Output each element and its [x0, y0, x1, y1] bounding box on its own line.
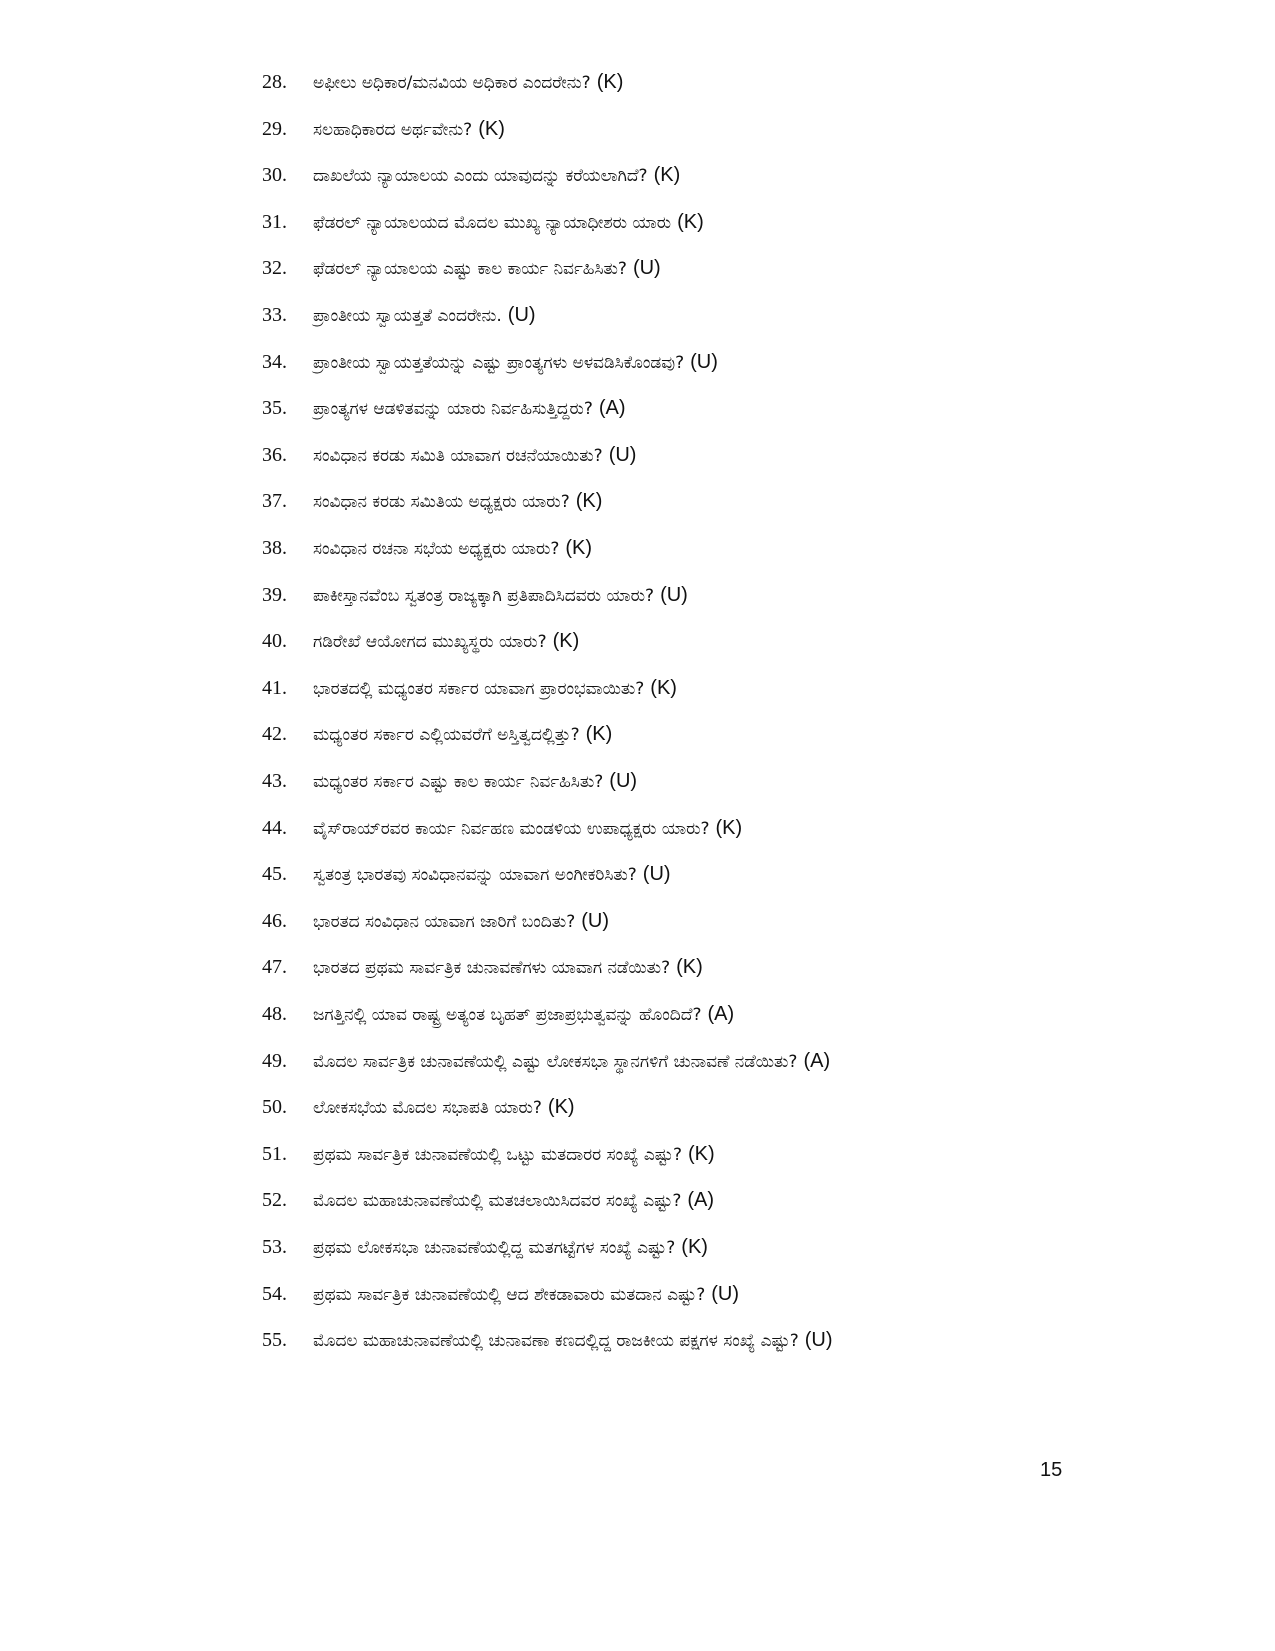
question-number: 51. — [262, 1142, 287, 1165]
question-item — [0, 435, 1275, 475]
question-level-tag: (A) — [598, 397, 626, 420]
question-text-line — [313, 295, 536, 336]
question-item — [0, 854, 1275, 894]
question-number: 45. — [262, 863, 287, 886]
question-item — [0, 947, 1275, 987]
question-text-line — [313, 528, 592, 569]
question-number: 48. — [262, 1003, 287, 1025]
question-level-tag: (U) — [581, 909, 609, 932]
question-level-tag: (U) — [804, 1329, 833, 1352]
question-text: ಸ್ವತಂತ್ರ ಭಾರತವು ಸಂವಿಧಾನವನ್ನು ಯಾವಾಗ ಅಂಗೀಕರಿಸಿತು? — [313, 865, 637, 886]
question-item — [0, 1041, 1275, 1081]
question-number: 28. — [262, 71, 287, 93]
question-text-line — [313, 1274, 739, 1315]
question-number: 49. — [262, 1049, 287, 1072]
question-text-line — [313, 621, 579, 662]
question-text-line — [313, 808, 742, 849]
question-text: ಸಂವಿಧಾನ ರಚನಾ ಸಭೆಯ ಅಧ್ಯಕ್ಷರು ಯಾರು? — [313, 539, 560, 559]
question-level-tag: (K) — [596, 71, 624, 93]
question-number: 32. — [262, 257, 287, 280]
question-text: ಮಧ್ಯಂತರ ಸರ್ಕಾರ ಎಷ್ಟು ಕಾಲ ಕಾರ್ಯ ನಿರ್ವಹಿಸಿತು? — [313, 772, 604, 792]
question-number: 43. — [262, 770, 287, 792]
question-number: 53. — [262, 1236, 287, 1258]
question-text-line — [313, 1320, 833, 1361]
question-level-tag: (A) — [687, 1189, 715, 1212]
question-level-tag: (U) — [660, 583, 688, 606]
question-text-line — [313, 1087, 575, 1128]
question-item — [0, 761, 1275, 801]
question-level-tag: (K) — [676, 956, 703, 979]
question-number: 34. — [262, 350, 287, 373]
question-text: ಅಫೀಲು ಅಧಿಕಾರ/ಮನವಿಯ ಅಧಿಕಾರ ಎಂದರೇನು? — [313, 73, 591, 93]
question-level-tag: (A) — [707, 1003, 735, 1025]
question-text: ಮಧ್ಯಂತರ ಸರ್ಕಾರ ಎಲ್ಲಿಯವರೆಗೆ ಅಸ್ತಿತ್ವದಲ್ಲಿತ್ತು? — [313, 725, 580, 746]
question-item — [0, 528, 1275, 568]
question-text-line — [313, 668, 677, 709]
question-number: 36. — [262, 443, 287, 466]
question-level-tag: (U) — [608, 443, 637, 466]
question-text: ಭಾರತದ ಸಂವಿಧಾನ ಯಾವಾಗ ಜಾರಿಗೆ ಬಂದಿತು? — [313, 911, 576, 932]
question-text-line — [313, 1227, 708, 1268]
question-item — [0, 202, 1275, 242]
question-item — [0, 1274, 1275, 1314]
question-item — [0, 668, 1275, 708]
question-number: 37. — [262, 490, 287, 513]
question-level-tag: (K) — [681, 1236, 708, 1258]
question-text-line — [313, 1180, 714, 1221]
question-text: ವೈಸ್‌ರಾಯ್‌ರವರ ಕಾರ್ಯ ನಿರ್ವಹಣ ಮಂಡಳಿಯ ಉಪಾಧ್ಯಕ್ಷರು ಯಾರು? — [313, 818, 710, 839]
question-item — [0, 342, 1275, 382]
question-number: 54. — [262, 1282, 287, 1305]
question-text: ಜಗತ್ತಿನಲ್ಲಿ ಯಾವ ರಾಷ್ಟ್ರ ಅತ್ಯಂತ ಬೃಹತ್ ಪ್ರಜಾಪ್ರಭುತ್ವವನ್ನು ಹೊಂದಿದೆ? — [313, 1005, 702, 1025]
question-text: ಪ್ರಾಂತೀಯ ಸ್ವಾಯತ್ತತೆ ಎಂದರೇನು. — [313, 306, 502, 326]
question-number: 52. — [262, 1189, 287, 1212]
question-number: 44. — [262, 816, 287, 839]
question-level-tag: (K) — [715, 816, 743, 839]
question-number: 39. — [262, 583, 287, 606]
question-level-tag: (U) — [711, 1282, 740, 1305]
question-text: ಸಂವಿಧಾನ ಕರಡು ಸಮಿತಿ ಯಾವಾಗ ರಚನೆಯಾಯಿತು? — [313, 445, 603, 466]
question-level-tag: (U) — [632, 257, 661, 280]
question-item — [0, 1320, 1275, 1360]
question-number: 47. — [262, 956, 287, 979]
question-item — [0, 1134, 1275, 1174]
question-number: 31. — [262, 210, 287, 233]
question-text: ಮೊದಲ ಸಾರ್ವತ್ರಿಕ ಚುನಾವಣೆಯಲ್ಲಿ ಎಷ್ಟು ಲೋಕಸಭಾ ಸ್ಥಾನಗಳಿಗೆ ಚುನಾವಣೆ ನಡೆಯಿತು? — [313, 1051, 798, 1072]
question-text: ದಾಖಲೆಯ ನ್ಯಾಯಾಲಯ ಎಂದು ಯಾವುದನ್ನು ಕರೆಯಲಾಗಿದೆ? — [313, 166, 648, 187]
question-item — [0, 808, 1275, 848]
question-item — [0, 575, 1275, 615]
question-number: 46. — [262, 909, 287, 932]
question-text: ಪ್ರಥಮ ಸಾರ್ವತ್ರಿಕ ಚುನಾವಣೆಯಲ್ಲಿ ಒಟ್ಟು ಮತದಾರರ ಸಂಖ್ಯೆ ಎಷ್ಟು? — [313, 1144, 683, 1165]
question-text: ಮೊದಲ ಮಹಾಚುನಾವಣೆಯಲ್ಲಿ ಮತಚಲಾಯಿಸಿದವರ ಸಂಖ್ಯೆ ಎಷ್ಟು? — [313, 1191, 682, 1212]
question-text-line — [313, 901, 609, 942]
question-item — [0, 481, 1275, 521]
question-item — [0, 248, 1275, 288]
question-item — [0, 621, 1275, 661]
question-item — [0, 109, 1275, 149]
question-text: ಸಂವಿಧಾನ ಕರಡು ಸಮಿತಿಯ ಅಧ್ಯಕ್ಷರು ಯಾರು? — [313, 492, 570, 513]
question-level-tag: (U) — [690, 350, 718, 373]
question-level-tag: (A) — [803, 1049, 831, 1072]
question-text-line — [313, 202, 704, 243]
question-text: ಪ್ರಥಮ ಸಾರ್ವತ್ರಿಕ ಚುನಾವಣೆಯಲ್ಲಿ ಆದ ಶೇಕಡಾವಾರು ಮತದಾನ ಎಷ್ಟು? — [313, 1284, 706, 1305]
question-text-line — [313, 1041, 830, 1082]
question-text: ಭಾರತದ ಪ್ರಥಮ ಸಾರ್ವತ್ರಿಕ ಚುನಾವಣೆಗಳು ಯಾವಾಗ ನಡೆಯಿತು? — [313, 958, 671, 979]
question-item — [0, 714, 1275, 754]
question-level-tag: (K) — [565, 537, 593, 559]
question-number: 30. — [262, 164, 287, 187]
question-item — [0, 1227, 1275, 1267]
question-level-tag: (U) — [507, 304, 536, 326]
question-number: 50. — [262, 1096, 287, 1119]
question-number: 42. — [262, 723, 287, 746]
question-number: 33. — [262, 304, 287, 326]
question-text: ಪ್ರಾಂತೀಯ ಸ್ವಾಯತ್ತತೆಯನ್ನು ಎಷ್ಟು ಪ್ರಾಂತ್ಯಗಳು ಅಳವಡಿಸಿಕೊಂಡವು? — [313, 352, 685, 373]
question-text: ಫೆಡರಲ್ ನ್ಯಾಯಾಲಯದ ಮೊದಲ ಮುಖ್ಯ ನ್ಯಾಯಾಧೀಶರು ಯಾರು — [313, 212, 672, 233]
question-text-line — [313, 435, 636, 476]
question-number: 38. — [262, 537, 287, 559]
question-level-tag: (K) — [552, 630, 580, 653]
question-text: ಫೆಡರಲ್ ನ್ಯಾಯಾಲಯ ಎಷ್ಟು ಕಾಲ ಕಾರ್ಯ ನಿರ್ವಹಿಸಿತು? — [313, 259, 627, 280]
question-number: 29. — [262, 117, 287, 140]
question-item — [0, 1087, 1275, 1127]
question-text: ಪಾಕೀಸ್ತಾನವೆಂಬ ಸ್ವತಂತ್ರ ರಾಜ್ಯಕ್ಕಾಗಿ ಪ್ರತಿಪಾದಿಸಿದವರು ಯಾರು? — [313, 585, 655, 606]
question-level-tag: (K) — [547, 1096, 575, 1119]
question-number: 35. — [262, 397, 287, 420]
question-text-line — [313, 342, 718, 383]
question-text: ಭಾರತದಲ್ಲಿ ಮಧ್ಯಂತರ ಸರ್ಕಾರ ಯಾವಾಗ ಪ್ರಾರಂಭವಾಯಿತು? — [313, 678, 645, 699]
question-text-line — [313, 1134, 715, 1175]
question-text-line — [313, 994, 734, 1035]
question-text: ಲೋಕಸಭೆಯ ಮೊದಲ ಸಭಾಪತಿ ಯಾರು? — [313, 1098, 542, 1119]
question-text-line — [313, 575, 688, 616]
question-item — [0, 295, 1275, 335]
question-text-line — [313, 109, 505, 150]
question-level-tag: (K) — [478, 117, 505, 140]
question-level-tag: (K) — [575, 490, 603, 513]
question-text-line — [313, 714, 612, 755]
question-text-line — [313, 248, 661, 289]
question-item — [0, 1180, 1275, 1220]
question-text-line — [313, 388, 626, 429]
question-text-line — [313, 761, 637, 802]
question-level-tag: (U) — [642, 863, 671, 886]
question-text-line — [313, 62, 623, 103]
question-item — [0, 388, 1275, 428]
question-item — [0, 62, 1275, 102]
question-text: ಸಲಹಾಧಿಕಾರದ ಅರ್ಥವೇನು? — [313, 119, 473, 140]
question-text: ಪ್ರಥಮ ಲೋಕಸಭಾ ಚುನಾವಣೆಯಲ್ಲಿದ್ದ ಮತಗಟ್ಟೆಗಳ ಸಂಖ್ಯೆ ಎಷ್ಟು? — [313, 1238, 676, 1258]
question-number: 55. — [262, 1329, 287, 1352]
question-number: 41. — [262, 676, 287, 699]
question-text-line — [313, 947, 703, 988]
question-text-line — [313, 854, 671, 895]
question-item — [0, 994, 1275, 1034]
question-level-tag: (K) — [585, 723, 613, 746]
question-level-tag: (K) — [653, 164, 681, 187]
question-text: ಮೊದಲ ಮಹಾಚುನಾವಣೆಯಲ್ಲಿ ಚುನಾವಣಾ ಕಣದಲ್ಲಿದ್ದ ರಾಜಕೀಯ ಪಕ್ಷಗಳ ಸಂಖ್ಯೆ ಎಷ್ಟು? — [313, 1331, 799, 1352]
question-item — [0, 901, 1275, 941]
question-level-tag: (K) — [650, 676, 677, 699]
question-number: 40. — [262, 630, 287, 653]
question-text: ಪ್ರಾಂತ್ಯಗಳ ಆಡಳಿತವನ್ನು ಯಾರು ನಿರ್ವಹಿಸುತ್ತಿದ್ದರು? — [313, 399, 593, 420]
question-level-tag: (K) — [677, 210, 704, 233]
page-number: 15 — [1040, 1459, 1063, 1481]
question-text: ಗಡಿರೇಖೆ ಆಯೋಗದ ಮುಖ್ಯಸ್ಥರು ಯಾರು? — [313, 632, 547, 653]
question-item — [0, 155, 1275, 195]
question-text-line — [313, 481, 602, 522]
question-text-line — [313, 155, 680, 196]
question-level-tag: (U) — [609, 770, 638, 792]
question-level-tag: (K) — [688, 1142, 715, 1165]
